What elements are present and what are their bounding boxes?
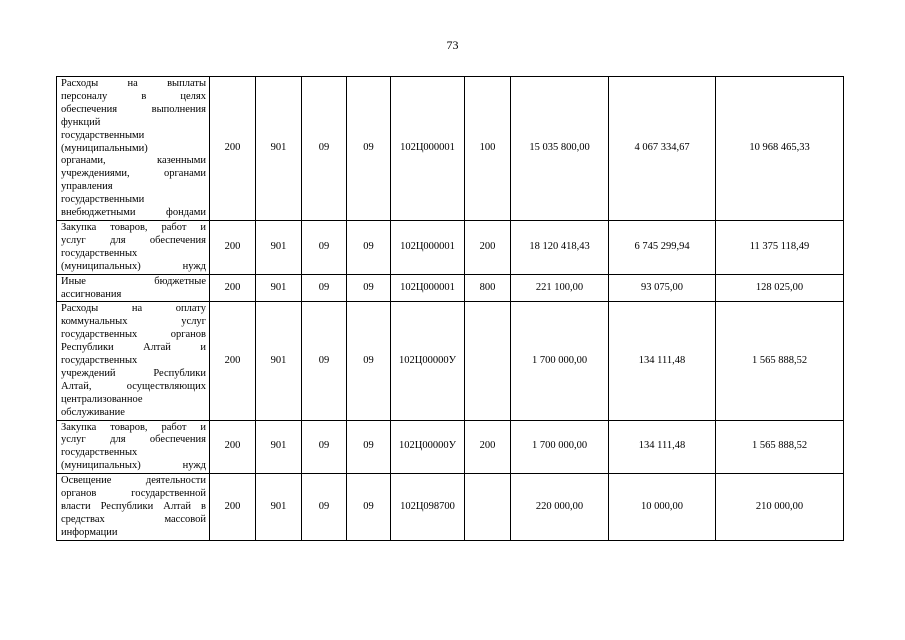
ministry-code-cell: 901 — [256, 474, 302, 541]
description-line: государственных — [61, 355, 138, 367]
target-article-cell: 102Ц000001 — [391, 274, 465, 302]
description-line: учреждений Республики — [61, 367, 206, 379]
description-line: органов государственной — [61, 488, 206, 500]
amount-executed-cell: 10 000,00 — [609, 474, 716, 541]
expense-type-cell: 800 — [465, 274, 511, 302]
section-cell: 09 — [302, 474, 347, 541]
amount-remaining-cell: 10 968 465,33 — [716, 77, 844, 221]
description-line: Алтай, осуществляющих — [61, 380, 206, 392]
target-article-cell: 102Ц098700 — [391, 474, 465, 541]
expense-type-cell — [465, 474, 511, 541]
table-row — [57, 474, 844, 541]
ministry-code-cell: 901 — [256, 77, 302, 221]
description-line: информации — [61, 526, 118, 538]
amount-remaining-cell: 128 025,00 — [716, 274, 844, 302]
description-line: Закупка товаров, работ и — [61, 221, 206, 233]
table-row — [57, 274, 844, 302]
section-cell: 09 — [302, 420, 347, 474]
description-line: Расходы на выплаты — [61, 78, 206, 89]
budget-table — [56, 76, 844, 541]
description-line: обслуживание — [61, 406, 125, 418]
table-row — [57, 420, 844, 474]
description-line: государственных органов — [61, 329, 206, 341]
description-line: учреждениями, органами — [61, 168, 206, 180]
page-number: 73 — [446, 38, 459, 52]
table-row — [57, 77, 844, 221]
description-line: (муниципальных) нужд — [61, 460, 206, 472]
description-line: государственными — [61, 129, 145, 141]
admin-code-cell: 200 — [210, 474, 256, 541]
description-cell — [57, 420, 210, 474]
description-cell — [57, 77, 210, 221]
description-line: ассигнования — [61, 288, 122, 300]
description-line: персоналу в целях — [61, 90, 206, 102]
amount-remaining-cell: 11 375 118,49 — [716, 220, 844, 274]
description-line: государственных — [61, 447, 138, 459]
expense-type-cell — [465, 302, 511, 420]
subsection-cell: 09 — [347, 220, 391, 274]
admin-code-cell: 200 — [210, 274, 256, 302]
admin-code-cell: 200 — [210, 420, 256, 474]
amount-executed-cell: 134 111,48 — [609, 420, 716, 474]
description-cell — [57, 220, 210, 274]
amount-plan-cell: 18 120 418,43 — [511, 220, 609, 274]
ministry-code-cell: 901 — [256, 220, 302, 274]
amount-executed-cell: 93 075,00 — [609, 274, 716, 302]
expense-type-cell: 100 — [465, 77, 511, 221]
section-cell: 09 — [302, 220, 347, 274]
table-row — [57, 302, 844, 420]
description-line: Освещение деятельности — [61, 475, 206, 487]
description-cell — [57, 302, 210, 420]
description-line: управления — [61, 181, 113, 193]
description-line: средствах массовой — [61, 513, 206, 525]
description-line: (муниципальных) нужд — [61, 260, 206, 272]
description-cell — [57, 274, 210, 302]
description-line: коммунальных услуг — [61, 316, 206, 328]
description-line: (муниципальными) — [61, 142, 148, 154]
description-line: централизованное — [61, 393, 143, 405]
amount-remaining-cell: 210 000,00 — [716, 474, 844, 541]
description-line: услуг для обеспечения — [61, 234, 206, 246]
description-line: внебюджетными фондами — [61, 207, 206, 219]
subsection-cell: 09 — [347, 274, 391, 302]
amount-remaining-cell: 1 565 888,52 — [716, 420, 844, 474]
target-article-cell: 102Ц000001 — [391, 77, 465, 221]
amount-plan-cell: 15 035 800,00 — [511, 77, 609, 221]
amount-plan-cell: 221 100,00 — [511, 274, 609, 302]
description-line: функций — [61, 116, 101, 128]
description-line: государственными — [61, 194, 145, 206]
description-line: услуг для обеспечения — [61, 434, 206, 446]
amount-executed-cell: 134 111,48 — [609, 302, 716, 420]
ministry-code-cell: 901 — [256, 274, 302, 302]
amount-remaining-cell: 1 565 888,52 — [716, 302, 844, 420]
admin-code-cell: 200 — [210, 77, 256, 221]
admin-code-cell: 200 — [210, 302, 256, 420]
description-line: государственных — [61, 247, 138, 259]
target-article-cell: 102Ц000001 — [391, 220, 465, 274]
description-line: обеспечения выполнения — [61, 103, 206, 115]
amount-plan-cell: 220 000,00 — [511, 474, 609, 541]
section-cell: 09 — [302, 302, 347, 420]
subsection-cell: 09 — [347, 474, 391, 541]
description-line: Республики Алтай и — [61, 342, 206, 354]
description-line: власти Республики Алтай в — [61, 501, 206, 512]
section-cell: 09 — [302, 274, 347, 302]
amount-executed-cell: 6 745 299,94 — [609, 220, 716, 274]
subsection-cell: 09 — [347, 420, 391, 474]
section-cell: 09 — [302, 77, 347, 221]
description-line: Иные бюджетные — [61, 275, 206, 287]
target-article-cell: 102Ц00000У — [391, 420, 465, 474]
description-line: органами, казенными — [61, 155, 206, 167]
description-line: Расходы на оплату — [61, 303, 206, 315]
ministry-code-cell: 901 — [256, 302, 302, 420]
amount-plan-cell: 1 700 000,00 — [511, 302, 609, 420]
table-row — [57, 220, 844, 274]
amount-executed-cell: 4 067 334,67 — [609, 77, 716, 221]
amount-plan-cell: 1 700 000,00 — [511, 420, 609, 474]
expense-type-cell: 200 — [465, 220, 511, 274]
description-line: Закупка товаров, работ и — [61, 421, 206, 433]
admin-code-cell: 200 — [210, 220, 256, 274]
subsection-cell: 09 — [347, 302, 391, 420]
ministry-code-cell: 901 — [256, 420, 302, 474]
subsection-cell: 09 — [347, 77, 391, 221]
description-cell — [57, 474, 210, 541]
target-article-cell: 102Ц00000У — [391, 302, 465, 420]
expense-type-cell: 200 — [465, 420, 511, 474]
